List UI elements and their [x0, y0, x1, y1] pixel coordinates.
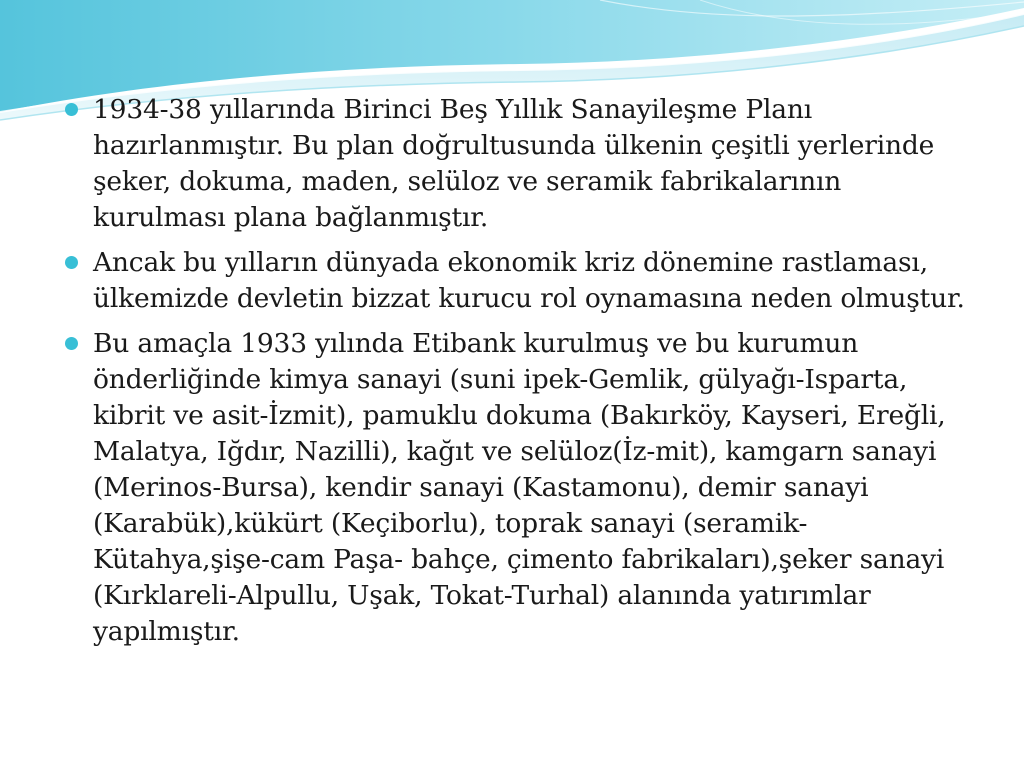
- bullet-dot-icon: [65, 103, 78, 116]
- slide-content: [62, 92, 967, 659]
- bullet-text: 1934-38 yıllarında Birinci Beş Yıllık Sanayileşme Planı hazırlanmıştır. Bu plan doğrultusunda ülkenin çeşitli yerlerinde şeker, dokuma, maden, selüloz ve seramik fabrikalarının kurulması plana bağlanmıştır.: [93, 94, 935, 233]
- bullet-item: [62, 92, 967, 236]
- bullet-dot-icon: [65, 256, 78, 269]
- bullet-dot-icon: [65, 337, 78, 350]
- bullet-text: Bu amaçla 1933 yılında Etibank kurulmuş ve bu kurumun önderliğinde kimya sanayi (suni ipek-Gemlik, gülyağı-Isparta, kibrit ve asit-İzmit), pamuklu dokuma (Bakırköy, Kayseri, Ereğli, Malatya, Iğdır, Nazilli), kağıt ve selüloz(İz-mit), kamgarn sanayi (Merinos-Bursa), kendir sanayi (Kastamonu), demir sanayi (Karabük),kükürt (Keçiborlu), toprak sanayi (seramik-Kütahya,şişe-cam Paşa- bahçe, çimento fabrikaları),şeker sanayi (Kırklareli-Alpullu, Uşak, Tokat-Turhal) alanında yatırımlar yapılmıştır.: [93, 328, 946, 647]
- bullet-item: [62, 326, 967, 650]
- bullet-item: [62, 245, 967, 317]
- bullet-text: Ancak bu yılların dünyada ekonomik kriz dönemine rastlaması, ülkemizde devletin bizzat kurucu rol oynamasına neden olmuştur.: [93, 247, 965, 314]
- bullet-list: [62, 92, 967, 650]
